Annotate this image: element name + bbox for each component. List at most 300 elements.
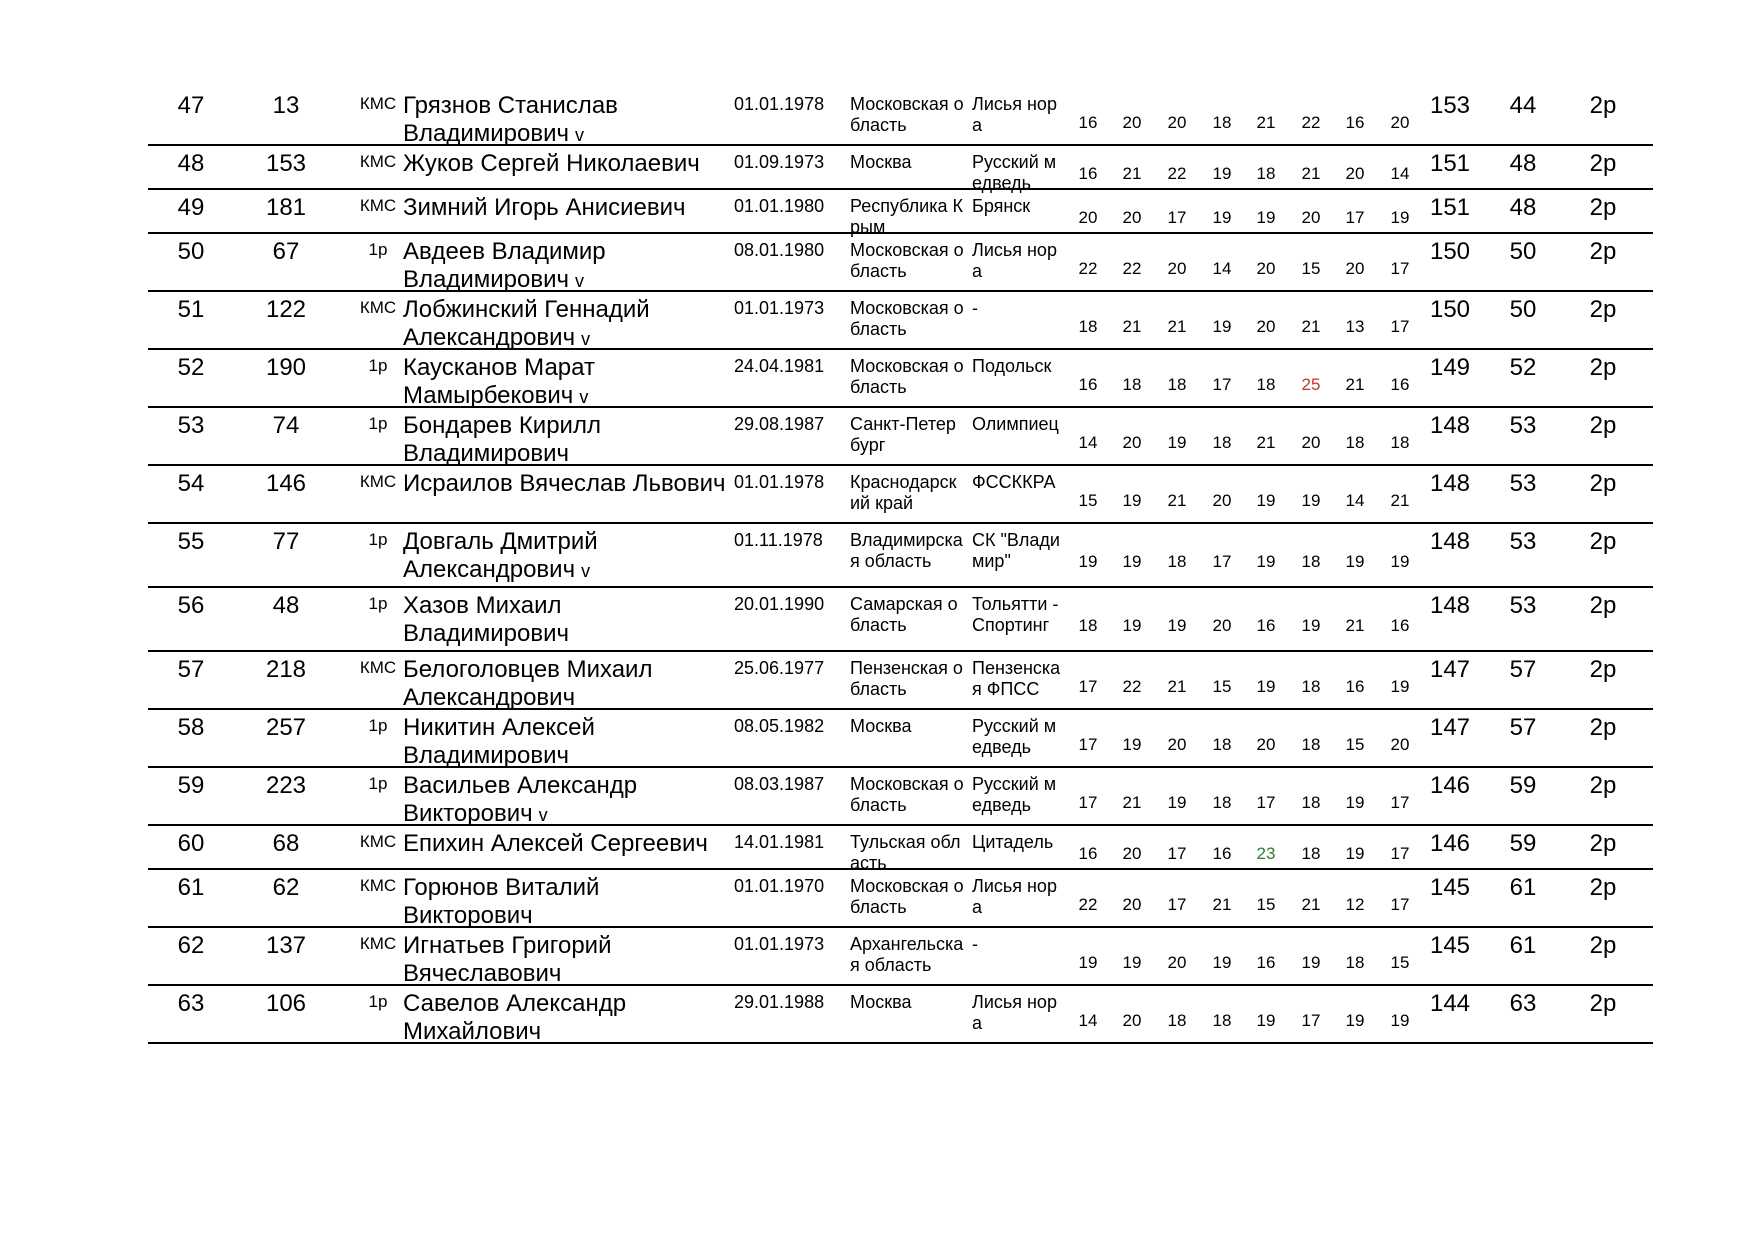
rank-cell: КМС bbox=[359, 152, 397, 171]
shared-place-cell: 53 bbox=[1509, 412, 1537, 439]
name-cell bbox=[403, 932, 733, 988]
series-score-cell: 19 bbox=[1078, 552, 1098, 571]
series-score-cell: 20 bbox=[1301, 433, 1321, 452]
series-score-cell: 18 bbox=[1301, 793, 1321, 812]
table-row bbox=[148, 588, 1653, 652]
series-score-cell: 19 bbox=[1345, 552, 1365, 571]
series-score-cell: 18 bbox=[1212, 113, 1232, 132]
club-cell: СК "Владимир" bbox=[972, 530, 1060, 571]
series-score-cell: 20 bbox=[1212, 616, 1232, 635]
series-score-cell: 20 bbox=[1212, 491, 1232, 510]
place-cell: 47 bbox=[177, 92, 205, 119]
series-score-cell: 18 bbox=[1078, 317, 1098, 336]
table-row bbox=[148, 190, 1653, 237]
series-score-cell: 18 bbox=[1212, 793, 1232, 812]
table-row bbox=[148, 652, 1653, 710]
rank-cell: 1р bbox=[368, 530, 388, 549]
series-score-cell: 16 bbox=[1256, 616, 1276, 635]
series-score-cell: 14 bbox=[1078, 1011, 1098, 1030]
bib-number-cell: 68 bbox=[272, 830, 300, 857]
region-cell: Московская область bbox=[850, 298, 964, 339]
club-cell: Лисья нора bbox=[972, 876, 1057, 917]
series-score-cell: 14 bbox=[1212, 259, 1232, 278]
series-score-cell: 16 bbox=[1390, 616, 1410, 635]
name-cell bbox=[403, 194, 733, 222]
series-score-cell: 20 bbox=[1301, 208, 1321, 227]
table-row bbox=[148, 350, 1653, 408]
table-row bbox=[148, 710, 1653, 768]
birth-date-cell: 29.01.1988 bbox=[734, 992, 825, 1012]
table-row bbox=[148, 88, 1653, 146]
region-cell: Тульская область bbox=[850, 832, 961, 873]
total-score-cell: 153 bbox=[1429, 92, 1471, 119]
series-score-cell: 21 bbox=[1122, 317, 1142, 336]
series-score-cell: 18 bbox=[1301, 844, 1321, 863]
name-cell bbox=[403, 412, 733, 468]
total-score-cell: 147 bbox=[1429, 714, 1471, 741]
shared-place-cell: 61 bbox=[1509, 932, 1537, 959]
rank-cell: 1р bbox=[368, 356, 388, 375]
result-rank-cell: 2р bbox=[1589, 238, 1617, 265]
series-score-cell: 15 bbox=[1345, 735, 1365, 754]
series-score-cell: 19 bbox=[1390, 677, 1410, 696]
series-score-cell: 19 bbox=[1167, 433, 1187, 452]
series-score-cell: 20 bbox=[1078, 208, 1098, 227]
series-score-cell: 19 bbox=[1212, 953, 1232, 972]
series-score-cell: 17 bbox=[1345, 208, 1365, 227]
series-score-cell: 17 bbox=[1167, 844, 1187, 863]
name-cell bbox=[403, 714, 733, 770]
bib-number-cell: 122 bbox=[265, 296, 307, 323]
series-score-cell: 19 bbox=[1301, 953, 1321, 972]
table-row bbox=[148, 146, 1653, 193]
region-cell: Москва bbox=[850, 992, 912, 1012]
birth-date-cell: 01.09.1973 bbox=[734, 152, 825, 172]
series-score-cell: 17 bbox=[1078, 677, 1098, 696]
series-score-cell: 16 bbox=[1256, 953, 1276, 972]
rank-cell: 1р bbox=[368, 240, 388, 259]
series-score-cell: 20 bbox=[1122, 208, 1142, 227]
series-score-cell: 21 bbox=[1256, 113, 1276, 132]
place-cell: 53 bbox=[177, 412, 205, 439]
name-cell bbox=[403, 296, 733, 353]
athlete-name: Хазов Михаил Владимирович bbox=[403, 592, 570, 647]
result-rank-cell: 2р bbox=[1589, 990, 1617, 1017]
birth-date-cell: 01.01.1978 bbox=[734, 472, 825, 492]
club-cell: Цитадель bbox=[972, 832, 1054, 852]
series-score-cell: 18 bbox=[1301, 735, 1321, 754]
result-rank-cell: 2р bbox=[1589, 874, 1617, 901]
series-score-cell: 22 bbox=[1167, 164, 1187, 183]
rank-cell: 1р bbox=[368, 414, 388, 433]
club-cell: Олимпиец bbox=[972, 414, 1059, 434]
region-cell: Московская область bbox=[850, 876, 964, 917]
bib-number-cell: 48 bbox=[272, 592, 300, 619]
series-score-cell: 17 bbox=[1390, 793, 1410, 812]
total-score-cell: 148 bbox=[1429, 412, 1471, 439]
series-score-cell: 18 bbox=[1212, 1011, 1232, 1030]
bib-number-cell: 146 bbox=[265, 470, 307, 497]
series-score-cell: 19 bbox=[1256, 1011, 1276, 1030]
series-score-cell: 20 bbox=[1167, 259, 1187, 278]
shared-place-cell: 53 bbox=[1509, 470, 1537, 497]
total-score-cell: 147 bbox=[1429, 656, 1471, 683]
place-cell: 48 bbox=[177, 150, 205, 177]
series-score-cell: 22 bbox=[1078, 259, 1098, 278]
place-cell: 50 bbox=[177, 238, 205, 265]
series-score-cell: 14 bbox=[1345, 491, 1365, 510]
table-row bbox=[148, 524, 1653, 588]
series-score-cell: 13 bbox=[1345, 317, 1365, 336]
name-cell bbox=[403, 656, 733, 712]
bib-number-cell: 257 bbox=[265, 714, 307, 741]
series-score-cell: 20 bbox=[1256, 259, 1276, 278]
check-mark: v bbox=[575, 271, 585, 291]
series-score-cell: 17 bbox=[1390, 317, 1410, 336]
total-score-cell: 146 bbox=[1429, 830, 1471, 857]
table-row bbox=[148, 986, 1653, 1044]
result-rank-cell: 2р bbox=[1589, 92, 1617, 119]
rank-cell: 1р bbox=[368, 594, 388, 613]
bib-number-cell: 223 bbox=[265, 772, 307, 799]
series-score-cell: 20 bbox=[1122, 844, 1142, 863]
rank-cell: 1р bbox=[368, 716, 388, 735]
series-score-cell: 19 bbox=[1212, 208, 1232, 227]
place-cell: 56 bbox=[177, 592, 205, 619]
series-score-cell: 21 bbox=[1167, 677, 1187, 696]
athlete-name: Авдеев Владимир Владимирович bbox=[403, 238, 606, 293]
club-cell: ФССККРА bbox=[972, 472, 1056, 492]
series-score-cell: 18 bbox=[1301, 552, 1321, 571]
series-score-cell: 22 bbox=[1122, 677, 1142, 696]
series-score-cell: 18 bbox=[1212, 433, 1232, 452]
series-score-cell: 21 bbox=[1301, 895, 1321, 914]
region-cell: Санкт-Петербург bbox=[850, 414, 956, 455]
result-rank-cell: 2р bbox=[1589, 932, 1617, 959]
region-cell: Архангельская область bbox=[850, 934, 964, 975]
birth-date-cell: 01.11.1978 bbox=[734, 530, 823, 550]
shared-place-cell: 61 bbox=[1509, 874, 1537, 901]
club-cell: Подольск bbox=[972, 356, 1052, 376]
series-score-cell: 17 bbox=[1212, 375, 1232, 394]
rank-cell: КМС bbox=[359, 658, 397, 677]
series-score-cell: 16 bbox=[1345, 113, 1365, 132]
rank-cell: КМС bbox=[359, 876, 397, 895]
place-cell: 55 bbox=[177, 528, 205, 555]
rank-cell: КМС bbox=[359, 472, 397, 491]
series-score-cell: 19 bbox=[1212, 317, 1232, 336]
region-cell: Пензенская область bbox=[850, 658, 963, 699]
name-cell bbox=[403, 592, 733, 648]
table-row bbox=[148, 826, 1653, 873]
name-cell bbox=[403, 238, 733, 295]
result-rank-cell: 2р bbox=[1589, 656, 1617, 683]
result-rank-cell: 2р bbox=[1589, 296, 1617, 323]
series-score-cell: 18 bbox=[1122, 375, 1142, 394]
series-score-cell: 15 bbox=[1212, 677, 1232, 696]
total-score-cell: 150 bbox=[1429, 296, 1471, 323]
birth-date-cell: 01.01.1973 bbox=[734, 934, 825, 954]
series-score-cell: 19 bbox=[1256, 552, 1276, 571]
series-score-cell: 16 bbox=[1212, 844, 1232, 863]
athlete-name: Жуков Сергей Николаевич bbox=[403, 150, 700, 177]
series-score-cell: 22 bbox=[1122, 259, 1142, 278]
series-score-cell: 19 bbox=[1167, 616, 1187, 635]
shared-place-cell: 48 bbox=[1509, 194, 1537, 221]
series-score-cell: 17 bbox=[1301, 1011, 1321, 1030]
total-score-cell: 148 bbox=[1429, 470, 1471, 497]
shared-place-cell: 50 bbox=[1509, 238, 1537, 265]
result-rank-cell: 2р bbox=[1589, 194, 1617, 221]
table-row bbox=[148, 292, 1653, 350]
series-score-cell: 19 bbox=[1122, 491, 1142, 510]
bib-number-cell: 13 bbox=[272, 92, 300, 119]
series-score-cell: 19 bbox=[1345, 844, 1365, 863]
series-score-cell: 16 bbox=[1078, 164, 1098, 183]
total-score-cell: 150 bbox=[1429, 238, 1471, 265]
name-cell bbox=[403, 92, 733, 149]
rank-cell: КМС bbox=[359, 298, 397, 317]
athlete-name: Лобжинский Геннадий Александрович bbox=[403, 296, 650, 351]
club-cell: Лисья нора bbox=[972, 94, 1057, 135]
athlete-name: Бондарев Кирилл Владимирович bbox=[403, 412, 601, 467]
table-row bbox=[148, 466, 1653, 524]
series-score-cell: 16 bbox=[1390, 375, 1410, 394]
series-score-cell: 21 bbox=[1345, 375, 1365, 394]
birth-date-cell: 01.01.1973 bbox=[734, 298, 825, 318]
name-cell bbox=[403, 830, 733, 858]
series-score-cell: 19 bbox=[1390, 208, 1410, 227]
series-score-cell: 22 bbox=[1301, 113, 1321, 132]
bib-number-cell: 106 bbox=[265, 990, 307, 1017]
place-cell: 62 bbox=[177, 932, 205, 959]
birth-date-cell: 01.01.1980 bbox=[734, 196, 825, 216]
series-score-cell: 17 bbox=[1167, 208, 1187, 227]
series-score-cell: 20 bbox=[1122, 113, 1142, 132]
rank-cell: КМС bbox=[359, 832, 397, 851]
rank-cell: КМС bbox=[359, 934, 397, 953]
shared-place-cell: 48 bbox=[1509, 150, 1537, 177]
table-row bbox=[148, 870, 1653, 928]
result-rank-cell: 2р bbox=[1589, 354, 1617, 381]
birth-date-cell: 14.01.1981 bbox=[734, 832, 825, 852]
series-score-cell: 20 bbox=[1122, 433, 1142, 452]
total-score-cell: 145 bbox=[1429, 874, 1471, 901]
series-score-cell: 19 bbox=[1122, 552, 1142, 571]
region-cell: Московская область bbox=[850, 356, 964, 397]
series-score-cell: 21 bbox=[1122, 164, 1142, 183]
check-mark: v bbox=[579, 387, 589, 407]
series-score-cell: 16 bbox=[1078, 113, 1098, 132]
series-score-cell: 20 bbox=[1167, 113, 1187, 132]
name-cell bbox=[403, 150, 733, 178]
birth-date-cell: 29.08.1987 bbox=[734, 414, 825, 434]
bib-number-cell: 62 bbox=[272, 874, 300, 901]
series-score-cell: 15 bbox=[1256, 895, 1276, 914]
series-score-cell: 20 bbox=[1256, 317, 1276, 336]
series-score-cell: 17 bbox=[1390, 259, 1410, 278]
series-score-cell: 20 bbox=[1390, 113, 1410, 132]
series-score-cell: 17 bbox=[1390, 844, 1410, 863]
series-score-cell: 19 bbox=[1122, 953, 1142, 972]
birth-date-cell: 25.06.1977 bbox=[734, 658, 825, 678]
series-score-cell: 25 bbox=[1301, 375, 1321, 394]
region-cell: Московская область bbox=[850, 240, 964, 281]
series-score-cell: 17 bbox=[1256, 793, 1276, 812]
series-score-cell: 19 bbox=[1167, 793, 1187, 812]
region-cell: Краснодарский край bbox=[850, 472, 957, 513]
region-cell: Владимирская область bbox=[850, 530, 963, 571]
athlete-name: Савелов Александр Михайлович bbox=[403, 990, 627, 1045]
place-cell: 63 bbox=[177, 990, 205, 1017]
series-score-cell: 17 bbox=[1078, 793, 1098, 812]
shared-place-cell: 53 bbox=[1509, 528, 1537, 555]
series-score-cell: 19 bbox=[1256, 208, 1276, 227]
athlete-name: Игнатьев Григорий Вячеславович bbox=[403, 932, 612, 987]
rank-cell: КМС bbox=[359, 94, 397, 113]
series-score-cell: 20 bbox=[1345, 164, 1365, 183]
club-cell: Тольятти - Спортинг bbox=[972, 594, 1059, 635]
athlete-name: Белоголовцев Михаил Александрович bbox=[403, 656, 653, 711]
club-cell: Русский медведь bbox=[972, 774, 1057, 815]
result-rank-cell: 2р bbox=[1589, 470, 1617, 497]
result-rank-cell: 2р bbox=[1589, 830, 1617, 857]
bib-number-cell: 153 bbox=[265, 150, 307, 177]
shared-place-cell: 63 bbox=[1509, 990, 1537, 1017]
series-score-cell: 23 bbox=[1256, 844, 1276, 863]
club-cell: Русский медведь bbox=[972, 716, 1057, 757]
birth-date-cell: 20.01.1990 bbox=[734, 594, 825, 614]
result-rank-cell: 2р bbox=[1589, 772, 1617, 799]
shared-place-cell: 52 bbox=[1509, 354, 1537, 381]
name-cell bbox=[403, 772, 733, 829]
club-cell: Лисья нора bbox=[972, 992, 1057, 1033]
place-cell: 52 bbox=[177, 354, 205, 381]
place-cell: 59 bbox=[177, 772, 205, 799]
series-score-cell: 20 bbox=[1167, 735, 1187, 754]
series-score-cell: 18 bbox=[1167, 1011, 1187, 1030]
bib-number-cell: 190 bbox=[265, 354, 307, 381]
result-rank-cell: 2р bbox=[1589, 150, 1617, 177]
series-score-cell: 21 bbox=[1122, 793, 1142, 812]
series-score-cell: 15 bbox=[1301, 259, 1321, 278]
result-rank-cell: 2р bbox=[1589, 714, 1617, 741]
series-score-cell: 19 bbox=[1390, 552, 1410, 571]
result-rank-cell: 2р bbox=[1589, 412, 1617, 439]
region-cell: Москва bbox=[850, 152, 912, 172]
series-score-cell: 15 bbox=[1078, 491, 1098, 510]
place-cell: 58 bbox=[177, 714, 205, 741]
series-score-cell: 18 bbox=[1256, 164, 1276, 183]
series-score-cell: 18 bbox=[1390, 433, 1410, 452]
place-cell: 61 bbox=[177, 874, 205, 901]
series-score-cell: 20 bbox=[1122, 895, 1142, 914]
region-cell: Московская область bbox=[850, 774, 964, 815]
shared-place-cell: 59 bbox=[1509, 830, 1537, 857]
series-score-cell: 15 bbox=[1390, 953, 1410, 972]
athlete-name: Горюнов Виталий Викторович bbox=[403, 874, 600, 929]
series-score-cell: 21 bbox=[1345, 616, 1365, 635]
region-cell: Самарская область bbox=[850, 594, 958, 635]
series-score-cell: 19 bbox=[1212, 164, 1232, 183]
name-cell bbox=[403, 990, 733, 1046]
bib-number-cell: 74 bbox=[272, 412, 300, 439]
series-score-cell: 17 bbox=[1167, 895, 1187, 914]
total-score-cell: 151 bbox=[1429, 194, 1471, 221]
place-cell: 51 bbox=[177, 296, 205, 323]
series-score-cell: 18 bbox=[1345, 953, 1365, 972]
athlete-name: Зимний Игорь Анисиевич bbox=[403, 194, 686, 221]
series-score-cell: 21 bbox=[1301, 317, 1321, 336]
name-cell bbox=[403, 354, 733, 411]
region-cell: Москва bbox=[850, 716, 912, 736]
region-cell: Республика Крым bbox=[850, 196, 964, 237]
check-mark: v bbox=[538, 805, 548, 825]
total-score-cell: 144 bbox=[1429, 990, 1471, 1017]
table-row bbox=[148, 234, 1653, 292]
series-score-cell: 20 bbox=[1390, 735, 1410, 754]
place-cell: 57 bbox=[177, 656, 205, 683]
series-score-cell: 21 bbox=[1256, 433, 1276, 452]
series-score-cell: 17 bbox=[1390, 895, 1410, 914]
athlete-name: Никитин Алексей Владимирович bbox=[403, 714, 595, 769]
name-cell bbox=[403, 528, 733, 585]
bib-number-cell: 77 bbox=[272, 528, 300, 555]
series-score-cell: 19 bbox=[1078, 953, 1098, 972]
results-table bbox=[148, 88, 1653, 1044]
result-rank-cell: 2р bbox=[1589, 528, 1617, 555]
athlete-name: Епихин Алексей Сергеевич bbox=[403, 830, 708, 857]
series-score-cell: 19 bbox=[1301, 616, 1321, 635]
place-cell: 60 bbox=[177, 830, 205, 857]
birth-date-cell: 08.03.1987 bbox=[734, 774, 825, 794]
series-score-cell: 18 bbox=[1301, 677, 1321, 696]
bib-number-cell: 137 bbox=[265, 932, 307, 959]
rank-cell: 1р bbox=[368, 992, 388, 1011]
check-mark: v bbox=[581, 329, 591, 349]
series-score-cell: 19 bbox=[1122, 616, 1142, 635]
bib-number-cell: 218 bbox=[265, 656, 307, 683]
total-score-cell: 151 bbox=[1429, 150, 1471, 177]
birth-date-cell: 08.01.1980 bbox=[734, 240, 825, 260]
series-score-cell: 21 bbox=[1167, 491, 1187, 510]
total-score-cell: 149 bbox=[1429, 354, 1471, 381]
series-score-cell: 18 bbox=[1167, 552, 1187, 571]
series-score-cell: 18 bbox=[1212, 735, 1232, 754]
total-score-cell: 148 bbox=[1429, 592, 1471, 619]
table-row bbox=[148, 768, 1653, 826]
athlete-name: Каусканов Марат Мамырбекович bbox=[403, 354, 595, 409]
series-score-cell: 19 bbox=[1256, 491, 1276, 510]
birth-date-cell: 01.01.1970 bbox=[734, 876, 825, 896]
result-rank-cell: 2р bbox=[1589, 592, 1617, 619]
rank-cell: КМС bbox=[359, 196, 397, 215]
series-score-cell: 18 bbox=[1078, 616, 1098, 635]
place-cell: 54 bbox=[177, 470, 205, 497]
series-score-cell: 21 bbox=[1212, 895, 1232, 914]
series-score-cell: 22 bbox=[1078, 895, 1098, 914]
total-score-cell: 148 bbox=[1429, 528, 1471, 555]
shared-place-cell: 50 bbox=[1509, 296, 1537, 323]
shared-place-cell: 44 bbox=[1509, 92, 1537, 119]
series-score-cell: 19 bbox=[1256, 677, 1276, 696]
series-score-cell: 18 bbox=[1345, 433, 1365, 452]
club-cell: Брянск bbox=[972, 196, 1031, 216]
bib-number-cell: 181 bbox=[265, 194, 307, 221]
table-row bbox=[148, 408, 1653, 466]
series-score-cell: 20 bbox=[1345, 259, 1365, 278]
club-cell: Русский медведь bbox=[972, 152, 1057, 193]
